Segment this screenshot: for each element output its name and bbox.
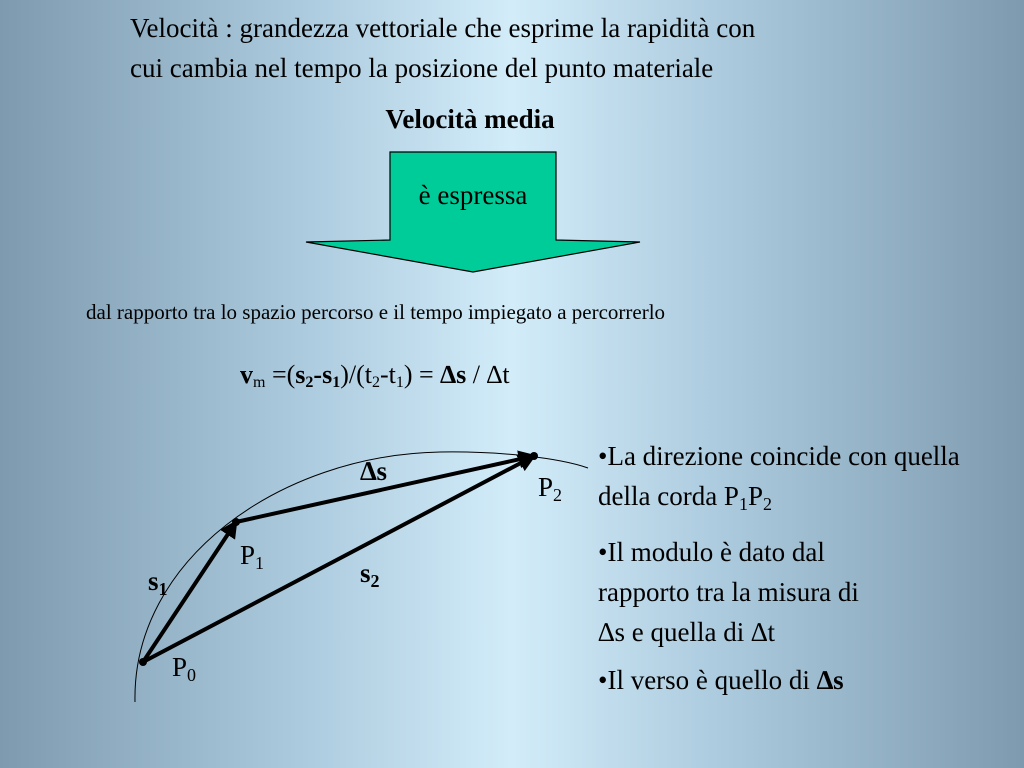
property-modulus: •Il modulo è dato dal rapporto tra la misura di ∆s e quella di ∆t: [598, 537, 859, 647]
intro-line-1: Velocità : grandezza vettoriale che esprime la rapidità con: [130, 13, 756, 43]
point-p0-dot: [139, 658, 147, 666]
formula-s1-base: s: [322, 360, 333, 389]
formula-s2-sub: 2: [305, 374, 314, 391]
arrow-label: è espressa: [418, 180, 528, 210]
formula-v: v: [240, 360, 253, 389]
label-delta-s: ∆s: [360, 456, 388, 486]
label-p1: $P_1$: [240, 540, 265, 573]
formula-delta-s-delta: ∆: [440, 360, 457, 389]
properties-list: [598, 436, 998, 708]
formula-div-t: )/(t: [340, 360, 372, 389]
property-direction: •La direzione coincide con quella della corda $P_1P_2$: [598, 441, 960, 514]
formula-slash-delta: / ∆: [466, 360, 503, 389]
label-p0: $P_0$: [172, 652, 197, 685]
label-s2: $s_2$: [360, 558, 380, 591]
formula-close-eq: ) =: [403, 360, 441, 389]
formula-s1-sub: 1: [332, 374, 341, 391]
formula-t: t: [502, 360, 510, 389]
formula-t2-sub: 2: [371, 374, 380, 391]
point-p1-dot: [232, 518, 240, 526]
intro-line-2: cui cambia nel tempo la posizione del punto materiale: [130, 53, 714, 83]
formula-sub-m: m: [253, 374, 266, 391]
label-s1: $s_1$: [148, 566, 168, 599]
description-text: dal rapporto tra lo spazio percorso e il tempo impiegato a percorrerlo: [86, 300, 666, 324]
property-verse: •Il verso è quello di ∆s: [598, 665, 844, 695]
subtitle-velocita-media: Velocità media: [385, 104, 555, 134]
formula-eq-open: =(: [265, 360, 296, 389]
formula-s2-base: s: [295, 360, 306, 389]
point-p2-dot: [530, 452, 538, 460]
label-p2: $P_2$: [538, 472, 563, 505]
formula-t1-sub: 1: [395, 374, 404, 391]
formula-minus: -: [313, 360, 323, 389]
formula-delta-s-base: s: [456, 360, 467, 389]
formula-minus-t: -t: [379, 360, 396, 389]
vector-s2: [143, 456, 534, 662]
